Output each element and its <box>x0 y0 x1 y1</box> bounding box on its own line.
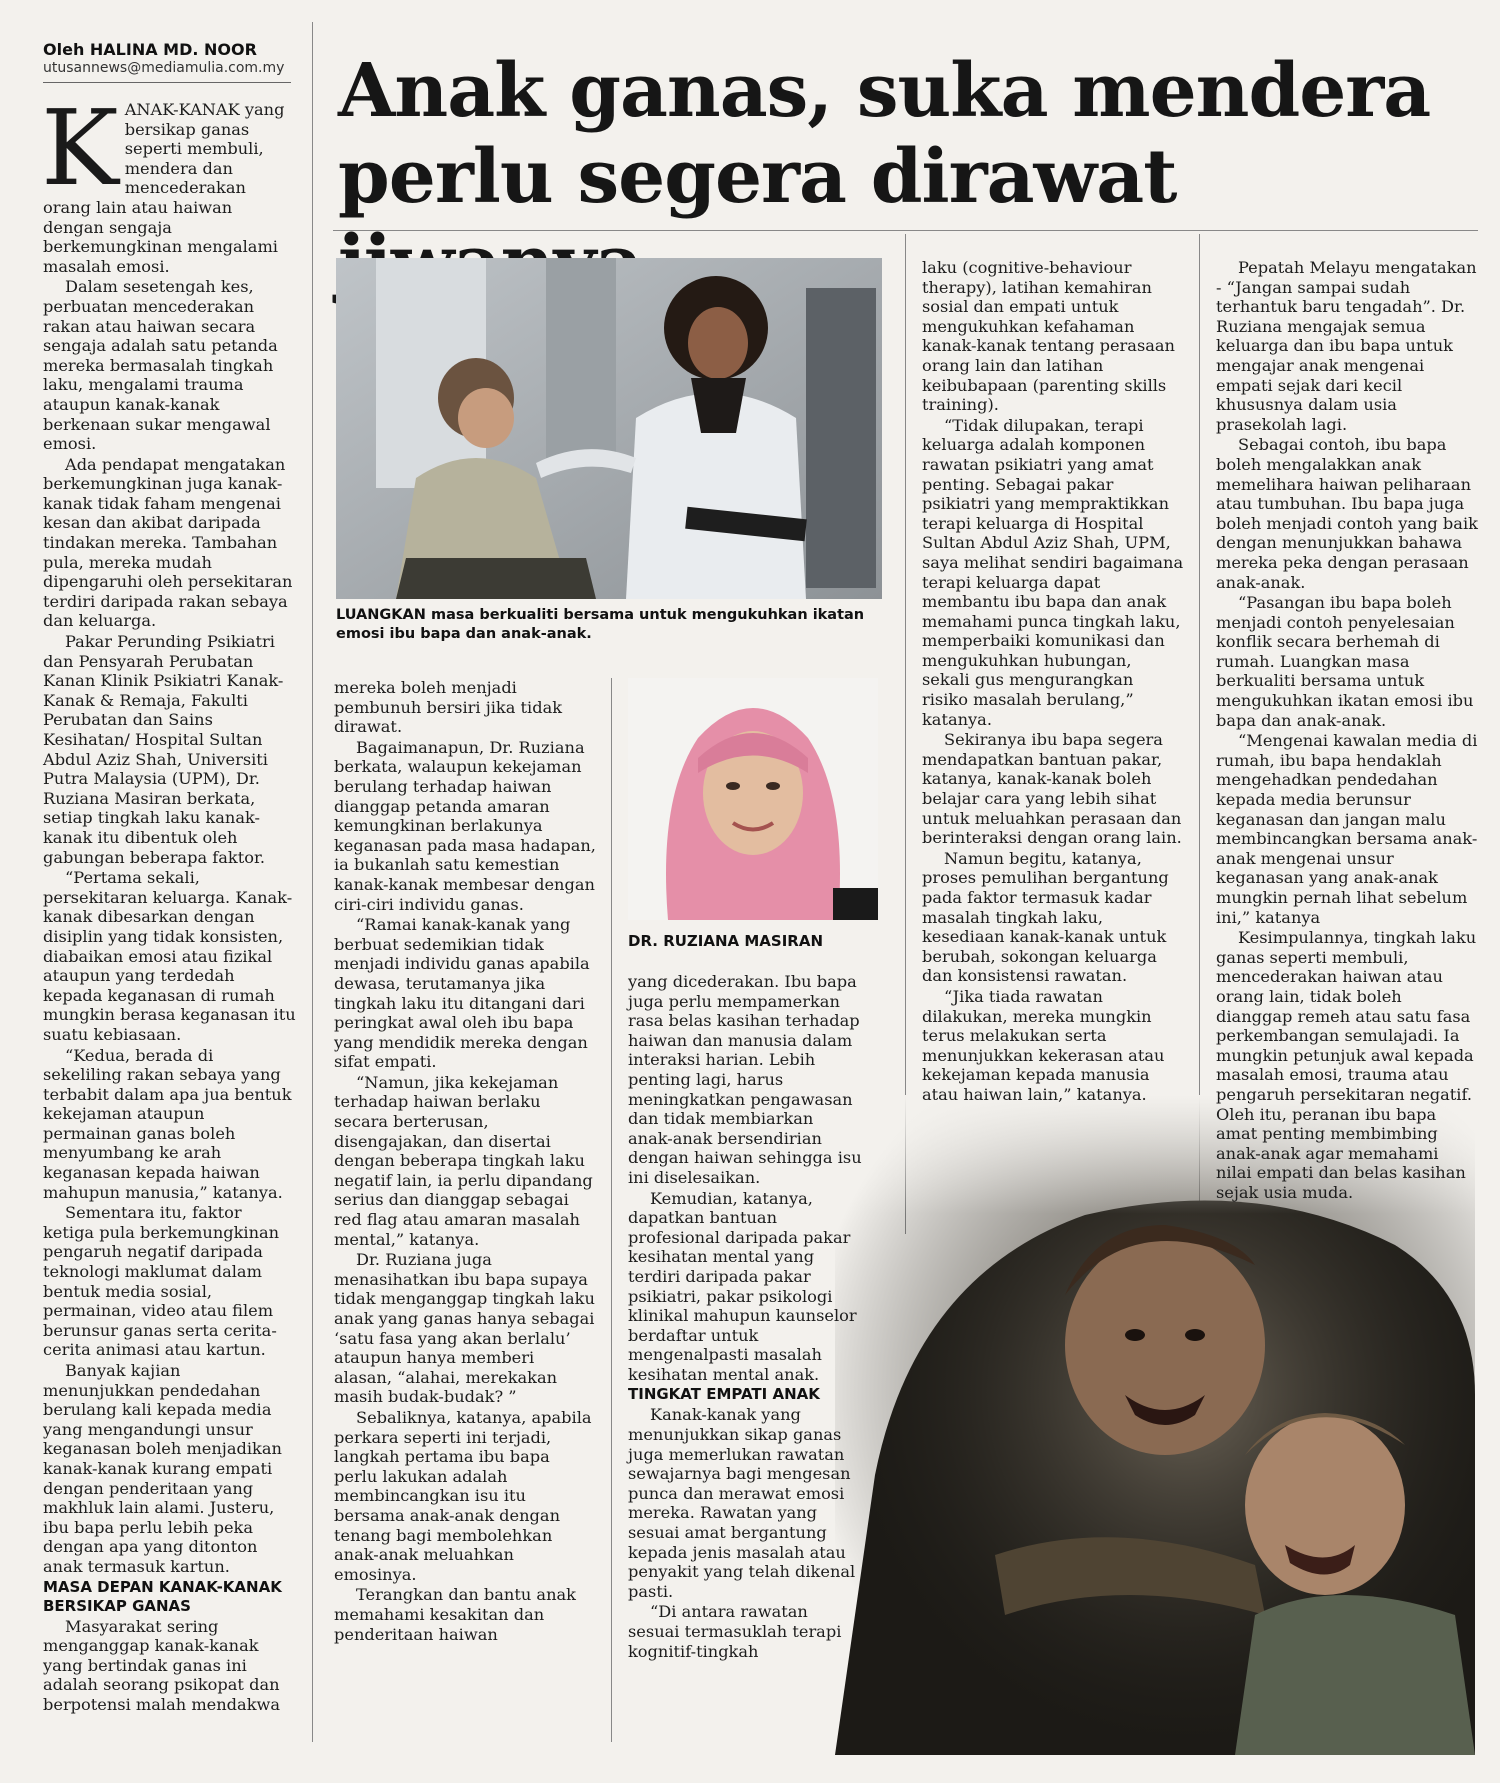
byline-rule <box>43 82 291 83</box>
paragraph: Pepatah Melayu mengatakan - “Jangan sampai sudah terhantuk baru tengadah”. Dr. Ruziana mengajak semua keluarga dan ibu bapa untuk mengajar anak mengenai empati sejak dari kecil khususnya dalam usia prasekolah lagi. <box>1216 258 1477 434</box>
column-rule-1 <box>312 22 313 1742</box>
paragraph: “Jika tiada rawatan dilakukan, mereka mungkin terus melakukan serta menunjukkan kekerasan atau kekejaman kepada manusia atau haiwan lain,” katanya. <box>922 986 1165 1104</box>
column-2 <box>334 678 596 1645</box>
byline-email: utusannews@mediamulia.com.my <box>43 60 285 76</box>
column-1 <box>41 87 296 1716</box>
headline-line-2: perlu segera dirawat <box>338 134 1177 220</box>
paragraph: yang dicederakan. Ibu bapa juga perlu mempamerkan rasa belas kasihan terhadap haiwan dan manusia dalam interaksi harian. Lebih penting lagi, harus meningkatkan pengawasan dan tidak membiarkan anak-anak bersendirian dengan haiwan sehingga isu ini diselesaikan. <box>628 972 862 1187</box>
paragraph: “Tidak dilupakan, terapi keluarga adalah komponen rawatan psikiatri yang amat penting. Sebagai pakar psikiatri yang mempraktikkan terapi keluarga di Hospital Sultan Abdul Aziz Shah, UPM, saya melihat sendiri bagaimana terapi keluarga dapat membantu ibu bapa dan anak memahami punca tingkah laku, memperbaiki komunikasi dan mengukuhkan hubungan, sekali gus mengurangkan risiko masalah berulang,” katanya. <box>922 415 1184 729</box>
paragraph: Kemudian, katanya, dapatkan bantuan profesional daripada pakar kesihatan mental yang terdiri daripada pakar psikiatri, pakar psikologi klinikal mahupun kaunselor berdaftar untuk mengenalpasti masalah kesihatan mental anak. <box>628 1188 857 1384</box>
paragraph: laku (cognitive-behaviour therapy), latihan kemahiran sosial dan empati untuk mengukuhkan kefahaman kanak-kanak tentang perasaan orang lain dan latihan keibubapaan (parenting skills training). <box>922 258 1175 415</box>
paragraph: “Namun, jika kekejaman terhadap haiwan berlaku secara berterusan, disengajakan, dan disertai dengan beberapa tingkah laku negatif lain, ia perlu dipandang serius dan dianggap sebagai red flag atau amaran masalah mental,” katanya. <box>334 1072 593 1249</box>
portrait-image <box>628 678 878 920</box>
paragraph: Sekiranya ibu bapa segera mendapatkan bantuan pakar, katanya, kanak-kanak boleh belajar cara yang lebih sihat untuk meluahkan perasaan dan berinteraksi dengan orang lain. <box>922 730 1182 848</box>
column-rule-3 <box>905 234 906 1234</box>
paragraph: Kesimpulannya, tingkah laku ganas seperti membuli, mencederakan haiwan atau orang lain, tidak boleh dianggap remeh atau satu fasa perkembangan semulajadi. Ia mungkin petunjuk awal kepada masalah emosi, trauma atau pengaruh persekitaran negatif. Oleh itu, peranan ibu bapa amat penting membimbing anak-anak agar memahami nilai empati dan belas kasihan sejak usia muda. <box>1216 928 1477 1202</box>
paragraph: Pakar Perunding Psikiatri dan Pensyarah Perubatan Kanan Klinik Psikiatri Kanak-Kanak & Remaja, Fakulti Perubatan dan Sains Kesihatan/ Hospital Sultan Abdul Aziz Shah, Universiti Putra Malaysia (UPM), Dr. Ruziana Masiran berkata, setiap tingkah laku kanak-kanak itu dibentuk oleh gabungan beberapa faktor. <box>43 632 284 867</box>
subheading: MASA DEPAN KANAK-KANAK BERSIKAP GANAS <box>43 1577 282 1615</box>
paragraph: Sebagai contoh, ibu bapa boleh mengalakkan anak memelihara haiwan peliharaan atau tumbuhan. Ibu bapa juga boleh menjadi contoh yang baik dengan menunjukkan bahawa mereka peka dengan perasaan anak-anak. <box>1216 435 1478 592</box>
paragraph: Dalam sesetengah kes, perbuatan mencederakan rakan atau haiwan secara sengaja adalah satu petanda mereka bermasalah tingkah laku, mengalami trauma ataupun kanak-kanak berkenaan sukar mengawal emosi. <box>43 277 278 454</box>
paragraph: “Pasangan ibu bapa boleh menjadi contoh penyelesaian konflik secara berhemah di rumah. Luangkan masa berkualiti bersama untuk mengukuhkan ikatan emosi ibu bapa dan anak-anak. <box>1216 593 1474 730</box>
column-rule-2 <box>611 678 612 1742</box>
byline-author: Oleh HALINA MD. NOOR <box>43 40 257 59</box>
paragraph: Kanak-kanak yang menunjukkan sikap ganas juga memerlukan rawatan sewajarnya bagi mengesan punca dan merawat emosi mereka. Rawatan yang sesuai amat bergantung kepada jenis masalah atau penyakit yang telah dikenal pasti. <box>628 1405 856 1601</box>
dropcap: K <box>41 87 119 209</box>
column-4 <box>922 258 1184 1106</box>
column-5 <box>1216 258 1478 1204</box>
headline-line-1: Anak ganas, suka mendera <box>338 48 1431 134</box>
therapy-session-photo <box>336 258 882 599</box>
paragraph: Banyak kajian menunjukkan pendedahan berulang kali kepada media yang mengandungi unsur keganasan boleh menjadikan kanak-kanak kurang empati dengan penderitaan yang makhluk lain alami. Justeru, ibu bapa perlu lebih peka dengan apa yang ditonton anak termasuk kartun. <box>43 1361 282 1576</box>
paragraph: Ada pendapat mengatakan berkemungkinan juga kanak-kanak tidak faham mengenai kesan dan akibat daripada tindakan mereka. Tambahan pula, mereka mudah dipengaruhi oleh persekitaran terdiri daripada rakan sebaya dan keluarga. <box>43 454 293 631</box>
column-3 <box>628 972 863 1662</box>
paragraph: Terangkan dan bantu anak memahami kesakitan dan penderitaan haiwan <box>334 1585 576 1644</box>
paragraph: “Kedua, berada di sekeliling rakan sebaya yang terbabit dalam apa jua bentuk kekejaman ataupun permainan ganas boleh menyumbang ke arah keganasan kepada haiwan mahupun manusia,” katanya. <box>43 1045 292 1202</box>
portrait-caption: DR. RUZIANA MASIRAN <box>628 932 824 950</box>
paragraph: mereka boleh menjadi pembunuh bersiri jika tidak dirawat. <box>334 678 563 737</box>
lead-paragraph <box>41 87 296 276</box>
paragraph: “Ramai kanak-kanak yang berbuat sedemikian tidak menjadi individu ganas apabila dewasa, terutamanya jika tingkah laku itu ditangani dari peringkat awal oleh ibu bapa yang mendidik mereka dengan sifat empati. <box>334 915 590 1072</box>
headline-rule <box>333 230 1478 231</box>
paragraph: “Pertama sekali, persekitaran keluarga. Kanak-kanak dibesarkan dengan disiplin yang tidak konsisten, diabaikan emosi atau fizikal ataupun yang terdedah kepada keganasan di rumah mungkin berasa keganasan itu suatu kebiasaan. <box>43 868 296 1044</box>
paragraph: Masyarakat sering menganggap kanak-kanak yang bertindak ganas ini adalah seorang psikopat dan berpotensi malah mendakwa <box>43 1616 281 1714</box>
lead-caps: ANAK-KANAK <box>124 100 240 119</box>
portrait-photo <box>628 678 878 920</box>
paragraph: Namun begitu, katanya, proses pemulihan bergantung pada faktor termasuk kadar masalah tingkah laku, kesediaan kanak-kanak untuk berubah, sokongan keluarga dan konsistensi rawatan. <box>922 848 1169 986</box>
paragraph: Dr. Ruziana juga menasihatkan ibu bapa supaya tidak menganggap tingkah laku anak yang ganas hanya sebagai ‘satu fasa yang akan berlalu’ ataupun hanya memberi alasan, “alahai, merekakan masih budak-budak? ” <box>334 1250 595 1407</box>
main-photo <box>336 258 882 599</box>
column-rule-4 <box>1199 234 1200 1234</box>
photo-caption-text: masa berkualiti bersama untuk mengukuhkan ikatan emosi ibu bapa dan anak-anak. <box>336 607 865 642</box>
paragraph: Bagaimanapun, Dr. Ruziana berkata, walaupun kekejaman berulang terhadap haiwan dianggap petanda amaran kemungkinan berlakunya keganasan pada masa hadapan, ia bukanlah satu kemestian kanak-kanak membesar dengan ciri-ciri individu ganas. <box>334 737 596 914</box>
paragraph: Sebaliknya, katanya, apabila perkara seperti ini terjadi, langkah pertama ibu bapa perlu lakukan adalah membincangkan isu itu bersama anak-anak dengan tenang bagi membolehkan anak-anak meluahkan emosinya. <box>334 1407 592 1584</box>
paragraph: “Di antara rawatan sesuai termasuklah terapi kognitif-tingkah <box>628 1602 842 1661</box>
subheading: TINGKAT EMPATI ANAK <box>628 1385 820 1404</box>
paragraph: “Mengenai kawalan media di rumah, ibu bapa hendaklah mengehadkan pendedahan kepada media berunsur keganasan dan jangan malu membincangkan bersama anak-anak mengenai unsur keganasan yang anak-anak mungkin pernah lihat sebelum ini,” katanya <box>1216 731 1478 927</box>
photo-caption <box>336 606 896 644</box>
lead-text: yang bersikap ganas seperti membuli, mendera dan mencederakan orang lain atau haiwan dengan sengaja berkemungkinan mengalami masalah emosi. <box>43 100 285 276</box>
paragraph: Sementara itu, faktor ketiga pula berkemungkinan pengaruh negatif daripada teknologi maklumat dalam bentuk media sosial, permainan, video atau filem berunsur ganas serta cerita-cerita animasi atau kartun. <box>43 1203 280 1360</box>
photo-caption-lead: LUANGKAN <box>336 607 426 623</box>
